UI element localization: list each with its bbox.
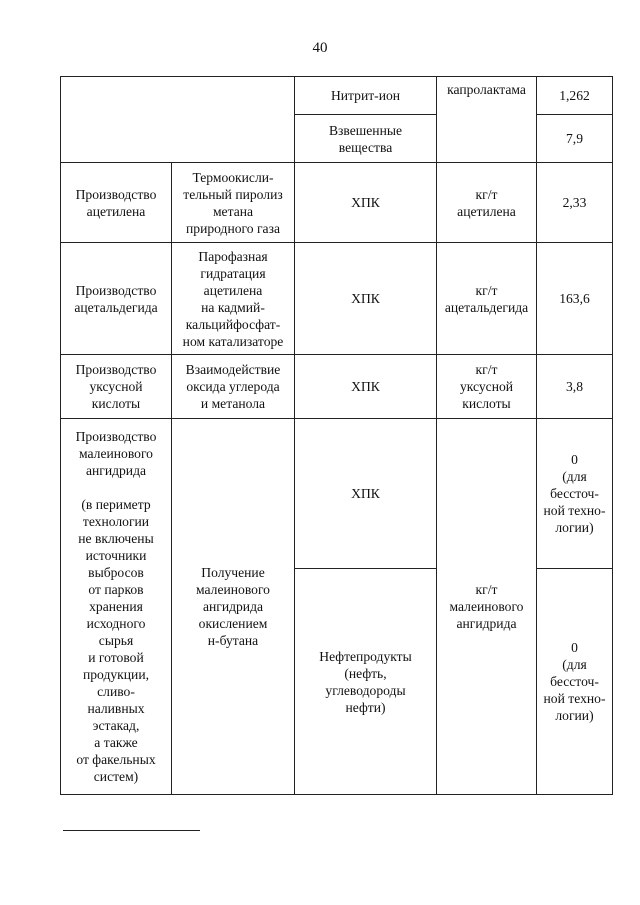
unit-cell: [437, 355, 537, 419]
process-text: Производство ацетальдегида: [74, 282, 158, 315]
technology-cell: [172, 243, 295, 355]
technology-cell: [172, 355, 295, 419]
indicator-cell: [295, 419, 437, 569]
process-cell: [61, 355, 172, 419]
value-cell: [537, 115, 613, 163]
technology-text: Получение малеинового ангидрида окислением н-бутана: [196, 565, 270, 648]
technology-text: Термоокисли- тельный пиролиз метана природного газа: [183, 169, 283, 236]
table-row: [61, 77, 613, 115]
value-cell: [537, 569, 613, 795]
unit-cell: [437, 419, 537, 795]
page-number: 40: [312, 40, 328, 56]
unit-cell: [437, 163, 537, 243]
process-text: Производство малеинового ангидрида (в периметр технологии не включены источники выбросов от парков хранения исходного сырья и готовой продукции, сливо- наливных эстакад, а также от факельных систем): [75, 429, 157, 784]
indicator-text: ХПК: [351, 195, 380, 210]
footnote-rule: [63, 830, 200, 831]
value-cell: [537, 163, 613, 243]
table-row: [61, 243, 613, 355]
indicator-text: Нефтепродукты (нефть, углеводороды нефти): [319, 648, 412, 715]
process-text: Производство уксусной кислоты: [75, 362, 157, 411]
indicator-cell: [295, 243, 437, 355]
indicator-cell: [295, 569, 437, 795]
indicator-text: ХПК: [351, 379, 380, 394]
value-text: 0 (для бессточ- ной техно- логии): [543, 452, 606, 535]
emissions-table: [60, 76, 613, 795]
unit-cell: [437, 243, 537, 355]
value-text: 7,9: [566, 131, 583, 146]
indicator-text: ХПК: [351, 486, 380, 501]
value-text: 163,6: [559, 291, 590, 306]
unit-text: кг/т ацетальдегида: [444, 282, 529, 315]
value-cell: [537, 243, 613, 355]
value-text: 3,8: [566, 379, 583, 394]
unit-text: кг/т малеинового ангидрида: [449, 582, 524, 631]
unit-text: капролактама: [447, 82, 526, 97]
indicator-text: ХПК: [351, 291, 380, 306]
technology-cell: [172, 163, 295, 243]
technology-cell: [172, 419, 295, 795]
table-row: [61, 355, 613, 419]
unit-cell: [437, 77, 537, 163]
value-text: 1,262: [559, 88, 590, 103]
table-row: [61, 419, 613, 569]
indicator-cell: [295, 355, 437, 419]
process-text: Производство ацетилена: [75, 186, 157, 219]
process-cell: [61, 243, 172, 355]
technology-text: Взаимодействие оксида углерода и метанола: [185, 362, 281, 411]
indicator-text: Взвешенные вещества: [328, 122, 403, 155]
value-cell: [537, 77, 613, 115]
process-cell: [61, 419, 172, 795]
table-row: [61, 163, 613, 243]
process-cell: [61, 163, 172, 243]
indicator-cell: [295, 77, 437, 115]
value-text: 0 (для бессточ- ной техно- логии): [543, 640, 606, 723]
indicator-cell: [295, 115, 437, 163]
technology-text: Парофазная гидратация ацетилена на кадмий- кальцийфосфат- ном катализаторе: [182, 248, 284, 349]
indicator-cell: [295, 163, 437, 243]
unit-text: кг/т ацетилена: [457, 186, 516, 219]
empty-header-cell: [61, 77, 295, 163]
value-cell: [537, 419, 613, 569]
indicator-text: Нитрит-ион: [330, 88, 401, 103]
unit-text: кг/т уксусной кислоты: [459, 362, 514, 411]
value-cell: [537, 355, 613, 419]
value-text: 2,33: [562, 195, 587, 210]
